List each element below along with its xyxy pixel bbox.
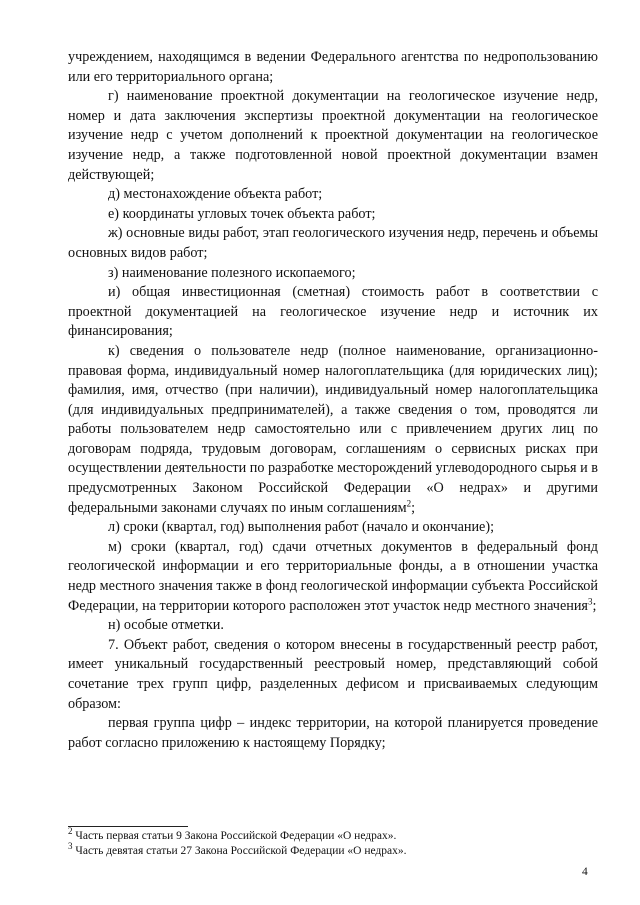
item-k-end: ;: [411, 499, 416, 516]
item-g: г) наименование проектной документации на геологическое изучение недр, номер и дата заключения экспертизы проектной документации на геологическое изучение недр с учетом дополнений к проектной документации на геологическое изучение недр, а также подготовленной новой проектной документации взамен действующей;: [68, 88, 598, 183]
paragraph-7: 7. Объект работ, сведения о котором внесены в государственный реестр работ, имеет уникальный государственный реестровый номер, представляющий собой сочетание трех групп цифр, разделенных дефисом и присваиваемых следующим образом:: [68, 636, 598, 712]
item-e: е) координаты угловых точек объекта работ;: [108, 205, 376, 222]
footnote-3-num: 3: [68, 841, 73, 852]
item-l: л) сроки (квартал, год) выполнения работ (начало и окончание);: [108, 519, 495, 536]
footnote-2: [68, 826, 598, 844]
item-k: [68, 342, 598, 518]
item-z: з) наименование полезного ископаемого;: [108, 264, 356, 281]
paragraph-first-group: первая группа цифр – индекс территории, на которой планируется проведение работ согласно приложению к настоящему Порядку;: [68, 715, 598, 751]
item-n: н) особые отметки.: [108, 617, 224, 634]
item-zh: ж) основные виды работ, этап геологического изучения недр, перечень и объемы основных видов работ;: [68, 225, 598, 261]
item-m-text: м) сроки (квартал, год) сдачи отчетных документов в федеральный фонд геологической информации и его территориальные фонды, а в отношении участка недр местного значения также в фонд геологической информации субъекта Российской Федерации, на территории которого расположен этот участок недр местного значения: [68, 538, 598, 614]
footnote-divider: [68, 826, 188, 827]
item-i: и) общая инвестиционная (сметная) стоимость работ в соответствии с проектной документацией на геологическое изучение недр и источник их финансирования;: [68, 284, 598, 340]
footnote-ref-2: 2: [406, 497, 412, 508]
item-m-end: ;: [592, 597, 597, 614]
paragraph-continuation: учреждением, находящимся в ведении Федерального агентства по недропользованию или его территориального органа;: [68, 49, 598, 85]
footnote-2-text: Часть первая статьи 9 Закона Российской Федерации «О недрах».: [72, 830, 397, 842]
main-text: [68, 48, 598, 753]
item-d: д) местонахождение объекта работ;: [108, 186, 323, 203]
footnote-3-text: Часть девятая статьи 27 Закона Российской Федерации «О недрах».: [72, 845, 407, 857]
page-number: 4: [582, 866, 588, 878]
footnote-2-num: 2: [68, 826, 73, 837]
footnotes: [68, 826, 598, 859]
footnote-3: [68, 841, 598, 859]
item-k-text: к) сведения о пользователе недр (полное наименование, организационно-правовая форма, индивидуальный номер налогоплательщика (для юридических лиц); фамилия, имя, отчество (при наличии), индивидуальный номер налогоплательщика (для индивидуальных предпринимателей), а также сведения о том, проводятся ли работы пользователем недр самостоятельно или с привлечением других лиц по договорам подряда, трудовым договорам, соглашениям о сервисных рисках при осуществлении деятельности по разработке месторождений углеводородного сырья и в предусмотренных Законом Российской Федерации «О недрах» и другими федеральными законами случаях по иным соглашениям: [68, 342, 598, 516]
item-m: [68, 538, 598, 616]
footnote-ref-3: 3: [587, 595, 593, 606]
